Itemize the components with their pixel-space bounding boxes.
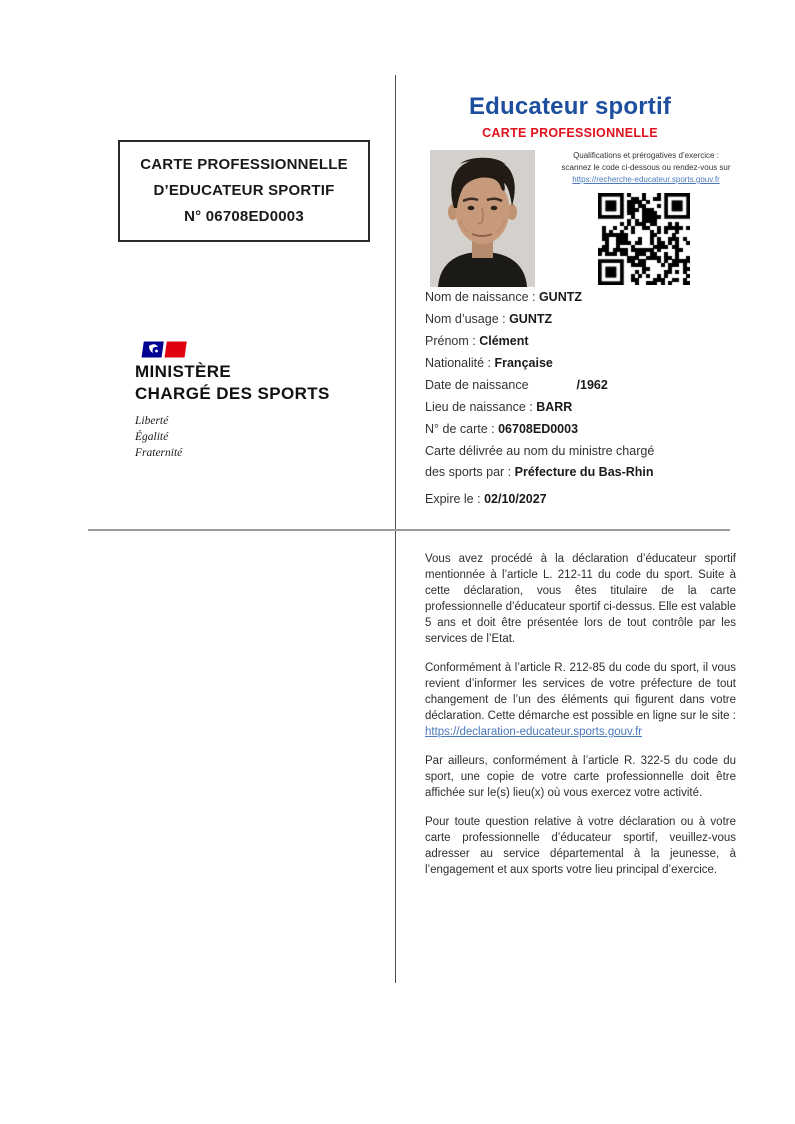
field-label: Carte délivrée au nom du ministre chargé: [425, 444, 655, 458]
qr-instructions-line1: Qualifications et prérogatives d’exercice :: [573, 151, 719, 160]
ministry-name-line1: MINISTÈRE: [135, 362, 232, 381]
field-row: [425, 444, 745, 458]
notice-text: Pour toute question relative à votre déclaration ou à votre carte professionnelle d’éducateur sportif, veuillez-vous adresser au service départemental à la jeunesse, à l’engagement et aux sports votre lieu principal d’exercice.: [425, 816, 736, 876]
field-row: [425, 492, 745, 506]
field-value: GUNTZ: [509, 312, 553, 326]
identity-fields: [425, 290, 745, 514]
notice-text: Vous avez procédé à la déclaration d’éducateur sportif mentionnée à l’article L. 212-11 du code du sport. Suite à cette déclaration, vous êtes titulaire de la carte professionnelle d’éducateur sportif ci-dessus. Elle est valable 5 ans et doit être présentée lors de tout contrôle par les services de l’Etat.: [425, 553, 736, 645]
field-label: N° de carte :: [425, 422, 499, 436]
field-label: Nom de naissance :: [425, 290, 539, 304]
motto-fraternite: Fraternité: [135, 447, 183, 459]
notice-paragraph: [425, 551, 736, 647]
page-title: Educateur sportif: [468, 93, 672, 120]
notice-paragraph: [425, 753, 736, 801]
field-label: Expire le :: [425, 492, 485, 506]
french-flag-icon: [137, 340, 365, 360]
field-row: [425, 334, 745, 348]
field-value: 02/10/2027: [484, 492, 547, 506]
field-label: Lieu de naissance :: [425, 400, 537, 414]
recherche-educateur-link[interactable]: https://recherche-educateur.sports.gouv.fr: [572, 175, 720, 184]
field-value: Clément: [479, 334, 529, 348]
field-value: Préfecture du Bas-Rhin: [514, 465, 654, 479]
legal-notice: [425, 551, 736, 891]
field-label: des sports par :: [425, 465, 515, 479]
republic-motto: [135, 413, 365, 461]
notice-paragraph: [425, 814, 736, 878]
card-box-line3: N° 06708ED0003: [184, 208, 304, 225]
field-value: 06708ED0003: [498, 422, 579, 436]
notice-text: Par ailleurs, conformément à l’article R. 322-5 du code du sport, une copie de votre carte professionnelle doit être affichée sur le(s) lieu(x) où vous exercez votre activité.: [425, 755, 736, 799]
field-row: [425, 400, 745, 414]
notice-text: Conformément à l’article R. 212-85 du code du sport, il vous revient d’informer les services de votre préfecture de tout changement de l’un des éléments qui figurent dans votre déclaration. Cette démarche est possible en ligne sur le site :: [425, 662, 736, 722]
page-subtitle: CARTE PROFESSIONNELLE: [482, 126, 658, 140]
field-row: [425, 465, 745, 479]
notice-paragraph: [425, 660, 736, 740]
horizontal-divider: [88, 529, 730, 531]
field-label: Date de naissance: [425, 378, 529, 392]
motto-liberte: Liberté: [135, 415, 169, 427]
field-row: [425, 290, 745, 304]
field-row: [425, 312, 745, 326]
field-label: Nom d’usage :: [425, 312, 510, 326]
field-row: [425, 422, 745, 436]
card-box-line1: CARTE PROFESSIONNELLE: [140, 156, 348, 173]
ministry-logo-block: [135, 340, 365, 461]
motto-egalite: Égalité: [135, 431, 169, 443]
field-value: Française: [494, 356, 553, 370]
card-box-line2: D’EDUCATEUR SPORTIF: [153, 182, 335, 199]
field-label: Prénom :: [425, 334, 480, 348]
card-number-box: [118, 140, 370, 242]
qr-instructions-line2: scannez le code ci-dessous ou rendez-vous sur: [561, 163, 731, 172]
field-value: BARR: [536, 400, 573, 414]
ministry-name-line2: CHARGÉ DES SPORTS: [135, 384, 330, 403]
qr-instructions: [545, 150, 747, 186]
field-value: /1962: [576, 378, 608, 392]
qr-code-icon: [598, 193, 690, 285]
id-photo: [430, 150, 535, 287]
declaration-educateur-link[interactable]: https://declaration-educateur.sports.gouv.fr: [425, 726, 643, 738]
field-row: [425, 378, 745, 392]
field-label: Nationalité :: [425, 356, 495, 370]
field-value: GUNTZ: [538, 290, 583, 304]
field-row: [425, 356, 745, 370]
